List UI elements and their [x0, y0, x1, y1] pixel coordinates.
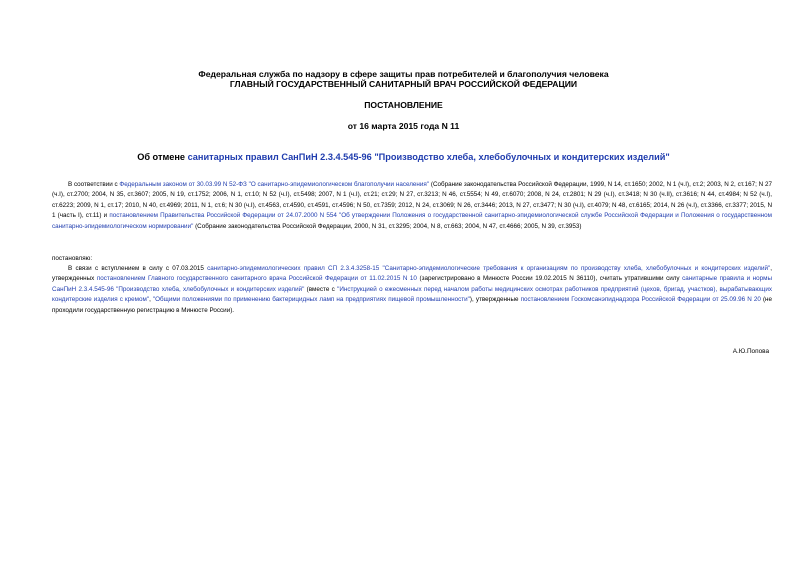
- document-type: ПОСТАНОВЛЕНИЕ: [364, 100, 443, 110]
- title-prefix: Об отмене: [137, 152, 188, 162]
- bactericidal-lamps-provisions-link[interactable]: "Общими положениями по применению бактерицидных ламп на предприятиях пищевой промышленности": [152, 296, 470, 304]
- goskomsanepidnadzor-resolution-n20-link[interactable]: постановлением Госкомсанэпиднадзора Российской Федерации от 25.09.96 N 20: [520, 296, 761, 304]
- preamble-paragraph: [52, 180, 772, 232]
- federal-law-52-fz-link[interactable]: Федеральным законом от 30.03.99 N 52-ФЗ "О санитарно-эпидемиологическом благополучии населения": [119, 181, 430, 188]
- operative-text-1: В связи с вступлением в силу с 07.03.2015: [68, 265, 208, 272]
- operative-text-7: (не проходили государственную регистрацию в Минюсте России).: [52, 296, 773, 314]
- document-date: от 16 марта 2015 года N 11: [347, 121, 460, 131]
- sp-2-3-4-3258-15-link[interactable]: санитарно-эпидемиологических правил СП 2.3.4.3258-15 "Санитарно-эпидемиологические требования к организациям по производству хлеба, хлебобулочных и кондитерских изделий": [207, 265, 771, 272]
- operative-text-4: (вместе с: [304, 285, 338, 293]
- operative-text-2: , утвержденных: [52, 265, 772, 283]
- government-resolution-554-link[interactable]: постановлением Правительства Российской Федерации от 24.07.2000 N 554 "Об утверждении Положения о государственной санитарно-эпидемиологической службе Российской Федерации и Положения о государственном санитарно-эпидемиологическом нормировании": [52, 212, 772, 230]
- instruction-medical-exams-link[interactable]: "Инструкцией о ежесменных перед началом работы медицинских осмотрах работников предприятий (цехов, бригад, участков), вырабатывающих кондитерские изделия с кремом": [52, 285, 772, 304]
- preamble-text-2: (Собрание законодательства Российской Федерации, 1999, N 14, ст.1650; 2002, N 1 (ч.I), ст.2; 2003, N 2, ст.167; N 27 (ч.I), ст.2700; 2004, N 35, ст.3607; 2005, N 19, ст.1752; 2006, N 1, ст.10; N 52 (ч.I), ст.5498; 2007, N 1 (ч.I), ст.21; ст.29; N 27, ст.3213; N 46, ст.5554; N 49, ст.6070; 2008, N 24, ст.2801; N 29 (ч.I), ст.3418; N 30 (ч.II), ст.3616; N 44, ст.4984; N 52 (ч.I), ст.6223; 2009, N 1, ст.17; 2010, N 40, ст.4969; 2011, N 1, ст.6; N 30 (ч.I), ст.4563, ст.4590, ст.4591, ст.4596; N 50, ст.7359; 2012, N 24, ст.3069; N 26, ст.3446; 2013, N 27, ст.3477; N 30 (ч.I), ст.4079; N 48, ст.6165; 2014, N 26 (ч.I), ст.3366, ст.3377; 2015, N 1 (часть I), ст.11) и: [52, 181, 772, 220]
- operative-paragraph: [52, 264, 772, 316]
- preamble-text-1: В соответствии с: [68, 181, 120, 188]
- sanpin-545-96-link[interactable]: санитарные правила и нормы СанПиН 2.3.4.545-96 "Производство хлеба, хлебобулочных и кондитерских изделий": [52, 275, 772, 293]
- operative-text-5: ,: [149, 296, 153, 304]
- operative-text-6: ), утвержденные: [469, 296, 521, 304]
- document-title: [0, 151, 807, 163]
- resolve-label: постановляю:: [52, 255, 93, 262]
- title-sanpin-link[interactable]: санитарных правил СанПиН 2.3.4.545-96 "Производство хлеба, хлебобулочных и кондитерских изделий": [187, 152, 670, 162]
- resolution-n10-link[interactable]: постановлением Главного государственного санитарного врача Российской Федерации от 11.02.2015 N 10: [96, 275, 417, 283]
- signature: А.Ю.Попова: [732, 348, 769, 355]
- operative-text-3: (зарегистрировано в Минюсте России 19.02.2015 N 36110), считать утратившими силу: [416, 275, 683, 283]
- issuer-official: ГЛАВНЫЙ ГОСУДАРСТВЕННЫЙ САНИТАРНЫЙ ВРАЧ РОССИЙСКОЙ ФЕДЕРАЦИИ: [229, 79, 578, 89]
- issuer-agency: Федеральная служба по надзору в сфере защиты прав потребителей и благополучия человека: [198, 69, 609, 79]
- preamble-text-3: (Собрание законодательства Российской Федерации, 2000, N 31, ст.3295; 2004, N 8, ст.663; 2004, N 47, ст.4666; 2005, N 39, ст.3953): [193, 222, 582, 230]
